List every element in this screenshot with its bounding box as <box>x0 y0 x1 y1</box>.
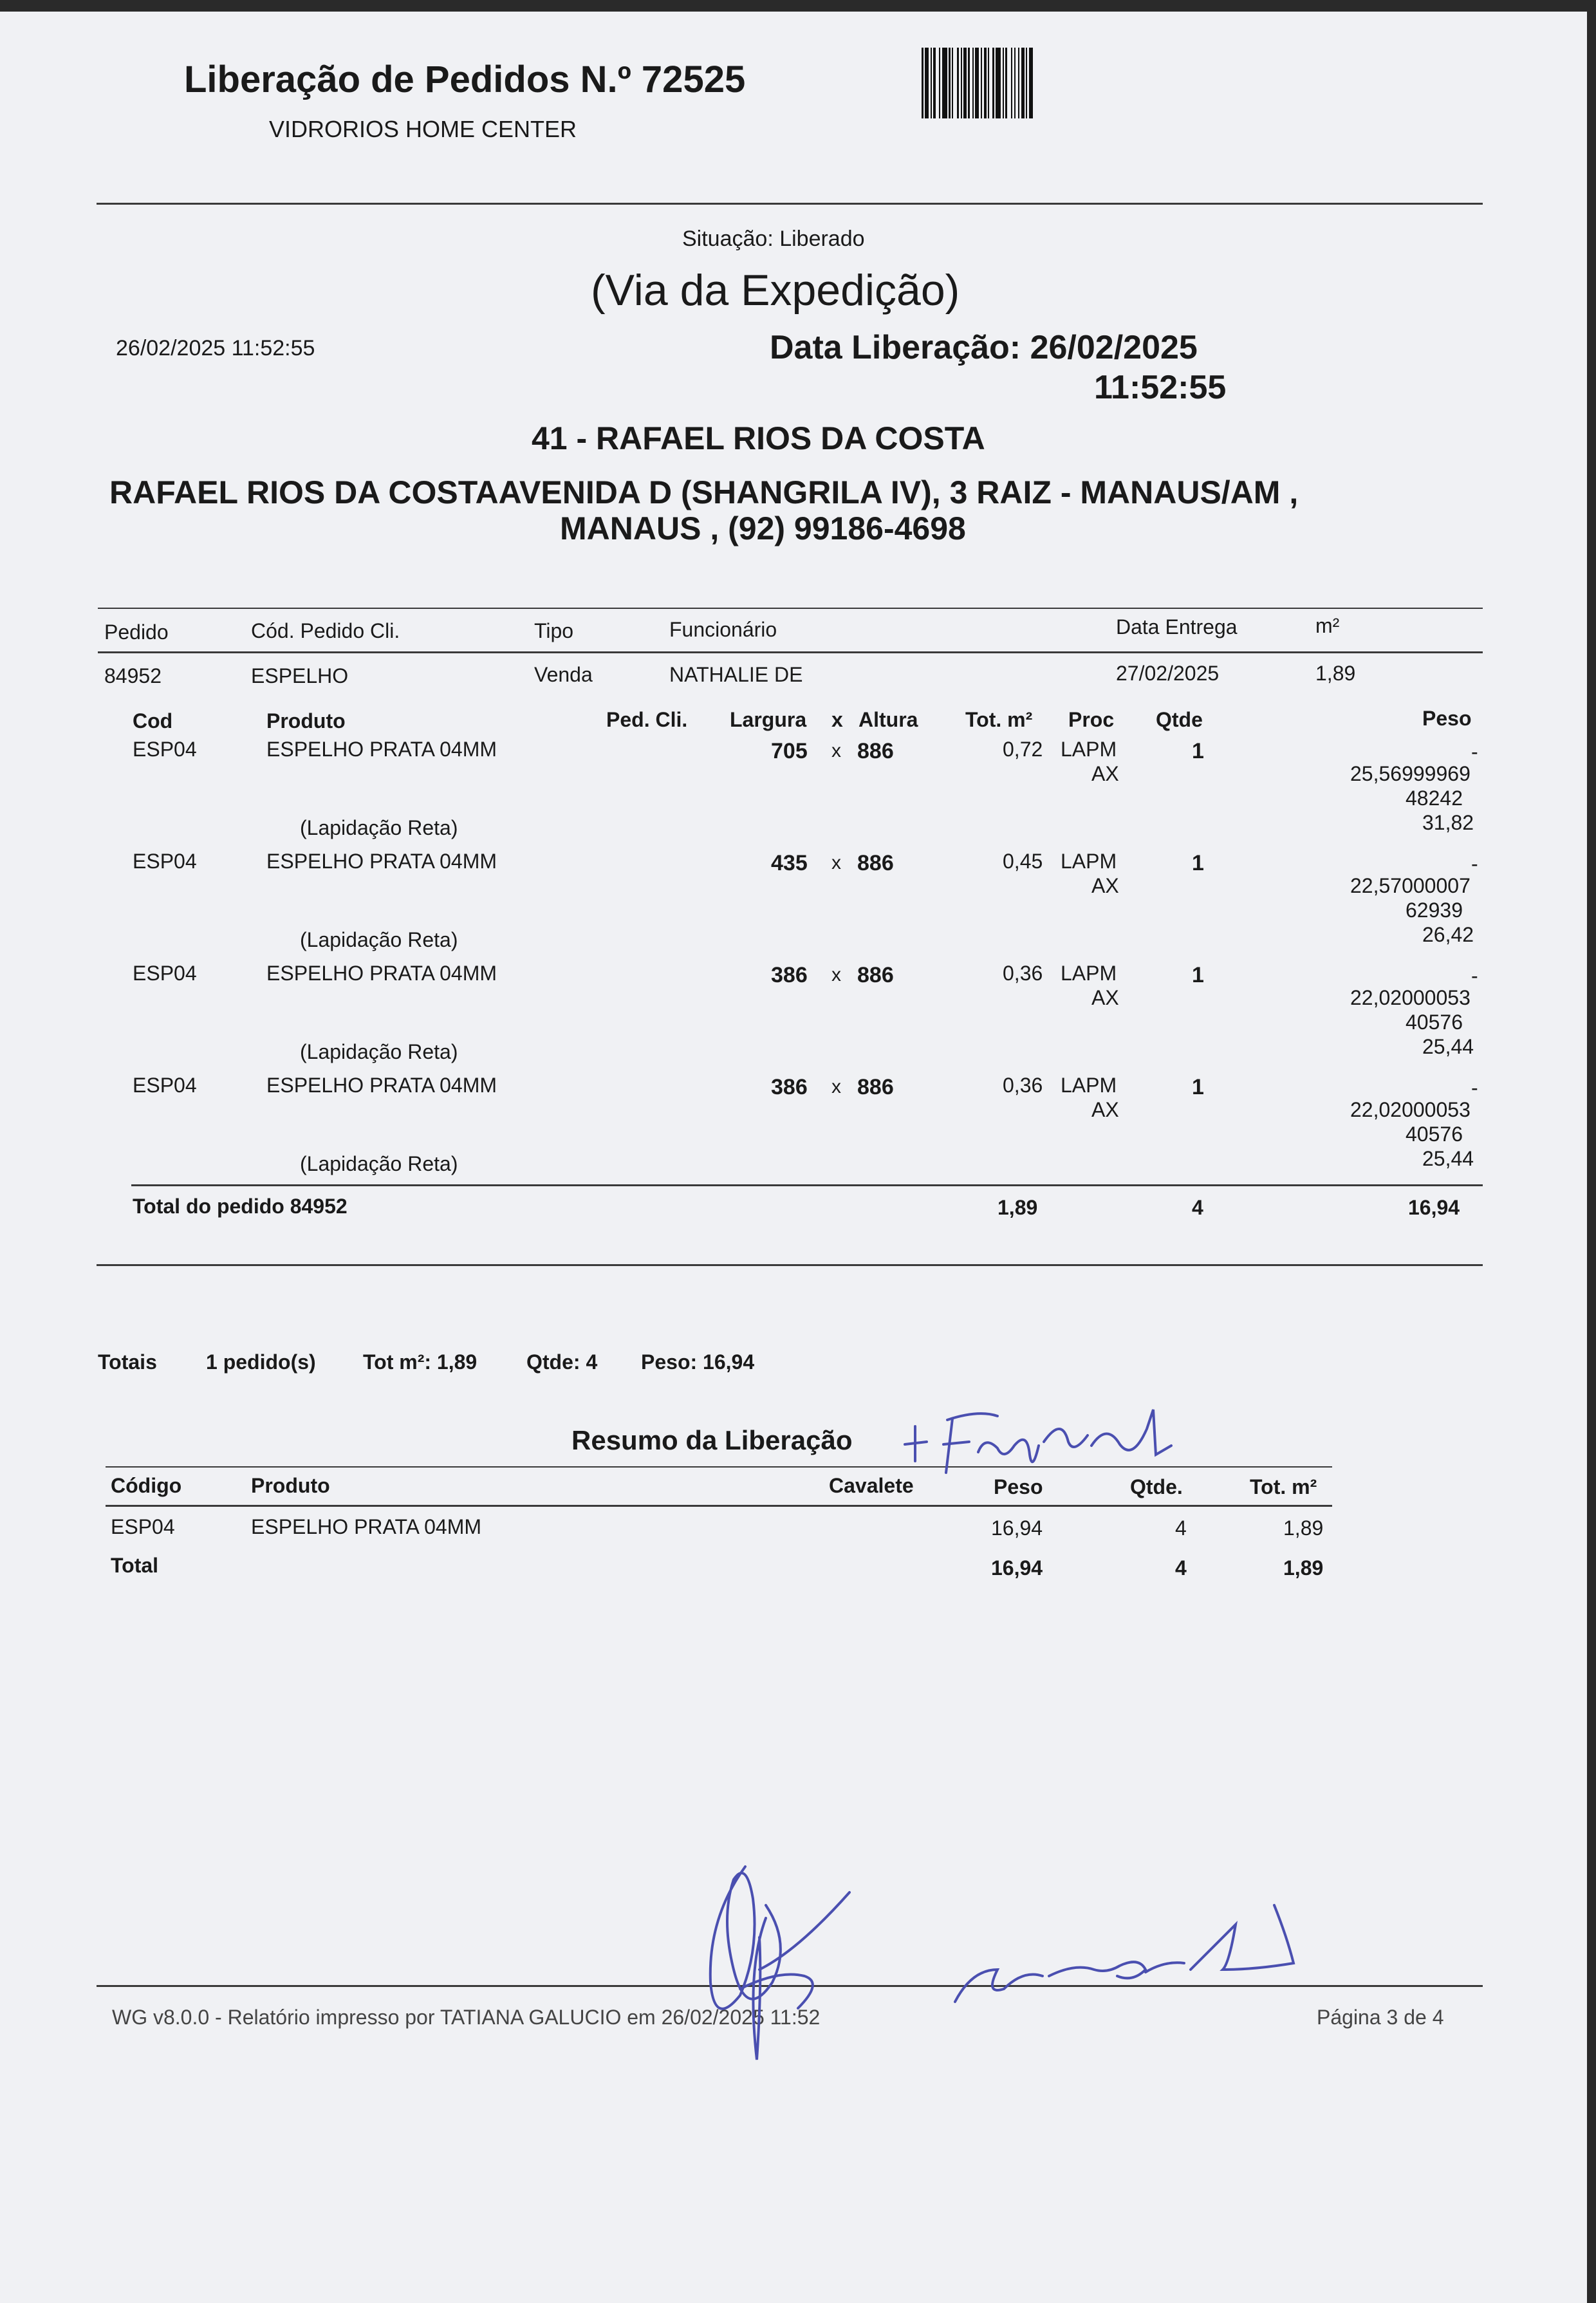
item-peso-line3: 40576 <box>1406 1123 1463 1146</box>
summary-col-peso: Peso <box>994 1475 1043 1498</box>
item-peso-line3: 40576 <box>1406 1011 1463 1034</box>
footer-page-number: Página 3 de 4 <box>1317 2006 1444 2029</box>
items-col-largura: Largura <box>730 708 807 731</box>
order-cod-pedido-cli: ESPELHO <box>251 664 349 687</box>
item-proc-line1: LAPM <box>1061 738 1117 761</box>
item-proc-line1: LAPM <box>1061 1074 1117 1097</box>
summary-col-codigo: Código <box>111 1474 182 1497</box>
totals-label: Totais <box>98 1350 157 1374</box>
item-produto: ESPELHO PRATA 04MM <box>266 850 497 873</box>
order-total-peso: 16,94 <box>1408 1196 1460 1219</box>
totals-qtde: Qtde: 4 <box>526 1350 598 1374</box>
summary-row-codigo: ESP04 <box>111 1515 175 1538</box>
summary-total-peso: 16,94 <box>991 1556 1043 1580</box>
order-pedido: 84952 <box>104 664 162 687</box>
summary-col-produto: Produto <box>251 1474 330 1497</box>
summary-row-qtde: 4 <box>1175 1516 1187 1540</box>
item-qtde: 1 <box>1192 1075 1204 1099</box>
summary-total-tot-m2: 1,89 <box>1283 1556 1324 1580</box>
item-altura: 886 <box>857 851 894 875</box>
items-col-tot-m2: Tot. m² <box>965 708 1033 731</box>
summary-total-label: Total <box>111 1554 159 1577</box>
items-col-x: x <box>831 708 843 731</box>
summary-title: Resumo da Liberação <box>571 1425 853 1455</box>
client-address-line2: MANAUS , (92) 99186-4698 <box>560 510 966 546</box>
item-obs: (Lapidação Reta) <box>300 1152 458 1175</box>
item-peso-line3: 48242 <box>1406 787 1463 810</box>
item-obs: (Lapidação Reta) <box>300 1040 458 1063</box>
scan-border-top <box>0 0 1596 12</box>
items-col-qtde: Qtde <box>1156 708 1203 731</box>
order-total-qtde: 4 <box>1192 1196 1203 1219</box>
release-time: 11:52:55 <box>1094 369 1227 406</box>
item-peso-line2: 22,02000053 <box>1350 1098 1471 1121</box>
order-total-m2: 1,89 <box>998 1196 1038 1219</box>
item-cod: ESP04 <box>133 738 197 761</box>
item-obs: (Lapidação Reta) <box>300 816 458 839</box>
item-peso-line1: - <box>1471 1076 1478 1099</box>
summary-total-qtde: 4 <box>1175 1556 1187 1580</box>
release-date: Data Liberação: 26/02/2025 <box>770 329 1198 366</box>
order-m2: 1,89 <box>1315 662 1356 685</box>
order-total-rule <box>131 1184 1483 1186</box>
items-col-produto: Produto <box>266 709 346 732</box>
items-col-altura: Altura <box>858 708 918 731</box>
item-qtde: 1 <box>1192 739 1204 763</box>
summary-col-cavalete: Cavalete <box>829 1474 914 1497</box>
printed-datetime: 26/02/2025 11:52:55 <box>116 336 315 360</box>
item-produto: ESPELHO PRATA 04MM <box>266 1074 497 1097</box>
items-col-cod: Cod <box>133 709 173 732</box>
items-col-proc: Proc <box>1068 708 1115 731</box>
item-peso-line1: - <box>1471 740 1478 763</box>
client-address-line1: RAFAEL RIOS DA COSTAAVENIDA D (SHANGRILA IV), 3 RAIZ - MANAUS/AM , <box>109 474 1299 510</box>
col-m2: m² <box>1315 614 1340 637</box>
item-proc-line2: AX <box>1091 1098 1119 1121</box>
order-header-top-rule <box>98 608 1483 609</box>
col-funcionario: Funcionário <box>669 618 777 641</box>
item-peso-line3: 62939 <box>1406 899 1463 922</box>
scan-border-right <box>1587 0 1596 2303</box>
col-pedido: Pedido <box>104 620 169 644</box>
col-tipo: Tipo <box>534 619 574 642</box>
item-altura: 886 <box>857 963 894 987</box>
item-largura: 705 <box>771 739 808 763</box>
item-x: x <box>831 964 841 985</box>
item-x: x <box>831 852 841 873</box>
item-peso-line4: 26,42 <box>1422 923 1474 946</box>
item-cod: ESP04 <box>133 962 197 985</box>
item-peso-line4: 25,44 <box>1422 1035 1474 1058</box>
item-cod: ESP04 <box>133 850 197 873</box>
item-produto: ESPELHO PRATA 04MM <box>266 962 497 985</box>
item-proc-line2: AX <box>1091 762 1119 785</box>
item-peso-line4: 31,82 <box>1422 811 1474 834</box>
summary-row-peso: 16,94 <box>991 1516 1043 1540</box>
item-largura: 435 <box>771 851 808 875</box>
item-qtde: 1 <box>1192 851 1204 875</box>
order-data-entrega: 27/02/2025 <box>1116 662 1220 685</box>
barcode-icon <box>919 48 1162 118</box>
client-code-name: 41 - RAFAEL RIOS DA COSTA <box>532 420 985 456</box>
item-altura: 886 <box>857 1075 894 1099</box>
item-peso-line4: 25,44 <box>1422 1147 1474 1170</box>
order-tipo: Venda <box>534 663 593 686</box>
order-total-label: Total do pedido 84952 <box>133 1195 348 1218</box>
item-proc-line2: AX <box>1091 874 1119 897</box>
item-tot-m2: 0,45 <box>1003 850 1043 873</box>
item-peso-line2: 22,57000007 <box>1350 874 1471 897</box>
item-largura: 386 <box>771 963 808 987</box>
totals-pedidos: 1 pedido(s) <box>206 1350 316 1374</box>
item-x: x <box>831 740 841 761</box>
via-label: (Via da Expedição) <box>591 266 960 315</box>
summary-row-produto: ESPELHO PRATA 04MM <box>251 1515 482 1538</box>
document-title: Liberação de Pedidos N.º 72525 <box>184 59 746 100</box>
item-tot-m2: 0,36 <box>1003 1074 1043 1097</box>
item-qtde: 1 <box>1192 963 1204 987</box>
status-text: Situação: Liberado <box>682 227 865 251</box>
item-largura: 386 <box>771 1075 808 1099</box>
company-name: VIDRORIOS HOME CENTER <box>269 116 577 142</box>
col-data-entrega: Data Entrega <box>1116 615 1238 639</box>
item-peso-line2: 25,56999969 <box>1350 762 1471 785</box>
item-tot-m2: 0,36 <box>1003 962 1043 985</box>
handwritten-initials-icon <box>901 1390 1236 1487</box>
divider-top <box>97 203 1483 205</box>
item-altura: 886 <box>857 739 894 763</box>
order-header-bottom-rule <box>98 651 1483 653</box>
handwritten-initials-icon <box>952 1899 1300 2015</box>
items-col-ped-cli: Ped. Cli. <box>606 708 688 731</box>
divider-after-order <box>97 1264 1483 1266</box>
items-col-peso: Peso <box>1422 707 1472 730</box>
item-peso-line2: 22,02000053 <box>1350 986 1471 1009</box>
summary-header-rule <box>106 1505 1332 1507</box>
item-obs: (Lapidação Reta) <box>300 928 458 951</box>
item-cod: ESP04 <box>133 1074 197 1097</box>
item-tot-m2: 0,72 <box>1003 738 1043 761</box>
footer-printed-by: WG v8.0.0 - Relatório impresso por TATIANA GALUCIO em 26/02/2025 11:52 <box>112 2006 821 2029</box>
item-produto: ESPELHO PRATA 04MM <box>266 738 497 761</box>
order-funcionario: NATHALIE DE <box>669 663 803 686</box>
item-proc-line2: AX <box>1091 986 1119 1009</box>
totals-tot-m2: Tot m²: 1,89 <box>363 1350 478 1374</box>
summary-row-tot-m2: 1,89 <box>1283 1516 1324 1540</box>
col-cod-pedido-cli: Cód. Pedido Cli. <box>251 619 400 642</box>
item-peso-line1: - <box>1471 964 1478 987</box>
item-peso-line1: - <box>1471 852 1478 875</box>
summary-col-qtde: Qtde. <box>1130 1475 1183 1498</box>
summary-col-tot-m2: Tot. m² <box>1250 1475 1317 1498</box>
totals-peso: Peso: 16,94 <box>641 1350 755 1374</box>
item-proc-line1: LAPM <box>1061 850 1117 873</box>
item-proc-line1: LAPM <box>1061 962 1117 985</box>
item-x: x <box>831 1076 841 1097</box>
